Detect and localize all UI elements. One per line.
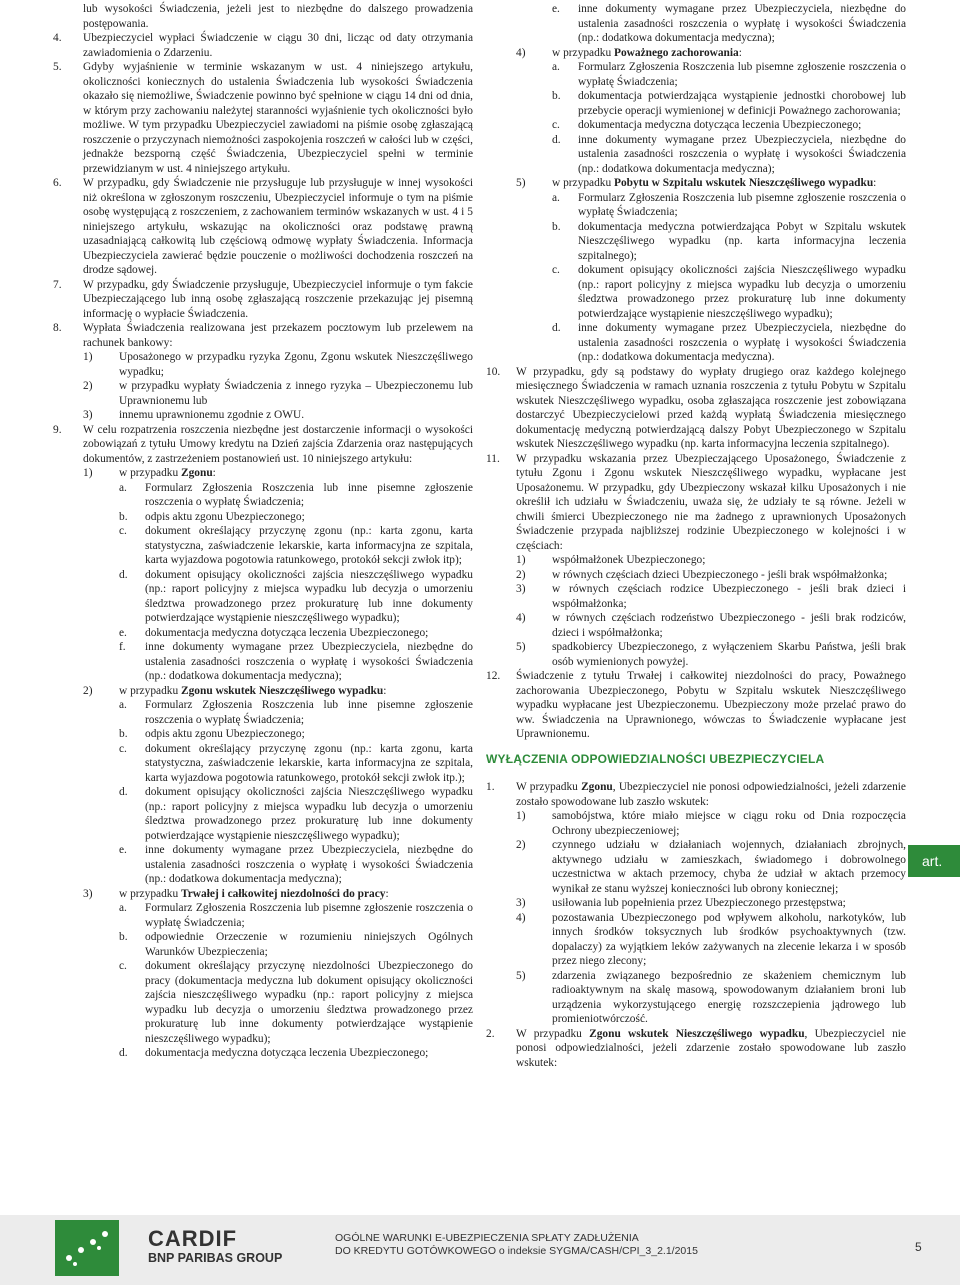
- paragraph-11: 11. W przypadku wskazania przez Ubezpieczającego Uposażonego, Świadczenie z tytułu Zgonu i Zgonu wskutek Nieszczęśliwego wypadku, wypłacane jest Uposażonemu. W przypadku, gdy Ubezpieczony wskazał kilku Uposażonych i nie określił ich udziału w Świadczeniu, uważa się, że udziały te są równe. Jeżeli w chwili śmierci Ubezpieczonego nie ma żadnego z uprawnionych Uposażonych Świadczenie przypada najbliższej rodzinie Ubezpieczonego w kolejności i w częściach:: [486, 452, 906, 552]
- list-item: d. dokument opisujący okoliczności zajścia nieszczęśliwego wypadku (np.: raport policyjny z miejsca wypadku lub decyzja o umorzeniu śledztwa prowadzonego przez prokuraturę lub inne dokumenty potwierdzające wystąpienie nieszczęśliwego wypadku);: [119, 568, 473, 624]
- list-item: 3) usiłowania lub popełnienia przez Ubezpieczonego przestępstwa;: [516, 897, 846, 909]
- brand-logo: [148, 1228, 282, 1266]
- list-item: a. Formularz Zgłoszenia Roszczenia lub pisemne zgłoszenie roszczenia o wypłatę Świadczenia;: [552, 191, 906, 218]
- list-item: 4) pozostawania Ubezpieczonego pod wpływem alkoholu, narkotyków, lub innych środków toksycznych lub środków psychoaktywnych (tzw. dopalaczy) za wyjątkiem leków zażywanych na zlecenie lekarza i w sposób przez niego zlecony;: [516, 911, 906, 967]
- article-tab: art. 13: [908, 845, 960, 877]
- list-item: 1) samobójstwa, które miało miejsce w ciągu roku od Dnia rozpoczęcia Ochrony ubezpieczeniowej;: [516, 810, 906, 837]
- list-item: 2) czynnego udziału w działaniach wojennych, działaniach zbrojnych, aktywnego udziału w zamieszkach, świadomego i dobrowolnego uczestnictwa w aktach przemocy, chyba że udział w aktach przemocy wynikał ze stanu wyższej konieczności lub obrony koniecznej;: [516, 839, 906, 895]
- list-item: d. inne dokumenty wymagane przez Ubezpieczyciela, niezbędne do ustalenia zasadności roszczenia o wypłatę i wysokości Świadczenia (np.: dodatkowa dokumentacja medyczna).: [552, 322, 906, 363]
- list-item: 1) Uposażonego w przypadku ryzyka Zgonu, Zgonu wskutek Nieszczęśliwego wypadku;: [83, 351, 473, 378]
- list-group-2: 2) w przypadku Zgonu wskutek Nieszczęśliwego wypadku:: [83, 684, 387, 697]
- list-item: 4) w równych częściach rodzeństwo Ubezpieczonego - jeśli brak rodziców, dzieci i współmałżonka;: [516, 612, 906, 639]
- list-item: e. inne dokumenty wymagane przez Ubezpieczyciela, niezbędne do ustalenia zasadności roszczenia o wypłatę i wysokości Świadczenia (np.: dodatkowa dokumentacja medyczna);: [119, 844, 473, 885]
- list-item: b. odpis aktu zgonu Ubezpieczonego;: [119, 728, 305, 740]
- list-item: 5) zdarzenia związanego bezpośrednio ze skażeniem chemicznym lub radioaktywnym na skalę masową, spowodowanym działaniem broni lub urządzenia wykorzystującego energię rozszczepienia jądrowego lub promieniotwórczość.: [516, 969, 906, 1025]
- list-item: b. dokumentacja potwierdzająca wystąpienie jednostki chorobowej lub przebycie operacji wymienionej w definicji Poważnego zachorowania;: [552, 90, 906, 117]
- list-item: d. inne dokumenty wymagane przez Ubezpieczyciela, niezbędne do ustalenia zasadności roszczenia o wypłatę i wysokości Świadczenia (np.: dodatkowa dokumentacja medyczna);: [552, 133, 906, 175]
- list-group-1: 1) w przypadku Zgonu:: [83, 467, 216, 479]
- exclusion-2: 2. W przypadku Zgonu wskutek Nieszczęśliwego wypadku, Ubezpieczyciel nie ponosi odpowiedzialności, jeżeli zdarzenie zostało spowodowane lub zaszło wskutek:: [486, 1027, 906, 1069]
- paragraph-9: 9. W celu rozpatrzenia roszczenia niezbędne jest dostarczenie informacji o wysokości zobowiązań z tytułu Umowy kredytu na Dzień zajścia Zdarzenia oraz następujących dokumentów, z zastrzeżeniem postanowień ust. 10 niniejszego artykułu:: [53, 423, 473, 465]
- paragraph-4: 4. Ubezpieczyciel wypłaci Świadczenie w ciągu 30 dni, licząc od daty otrzymania zawiadomienia o Zdarzeniu.: [53, 32, 473, 59]
- page-number: 5: [915, 1240, 922, 1254]
- list-item: c. dokument opisujący okoliczności zajścia Nieszczęśliwego wypadku (np.: raport policyjny z miejsca wypadku lub decyzja o umorzeniu śledztwa prowadzonego przez prokuraturę lub inne dokumenty potwierdzające wystąpienie nieszczęśliwego wypadku);: [552, 264, 906, 320]
- paragraph-8: 8. Wypłata Świadczenia realizowana jest przekazem pocztowym lub przelewem na rachunek bankowy:: [53, 322, 473, 349]
- list-item: e. inne dokumenty wymagane przez Ubezpieczyciela, niezbędne do ustalenia zasadności roszczenia o wypłatę i wysokości Świadczenia (np.: dodatkowa dokumentacja medyczna);: [552, 3, 906, 44]
- right-column: [486, 2, 906, 1070]
- paragraph-6: 6. W przypadku, gdy Świadczenie nie przysługuje lub przysługuje w innej wysokości niż określona w zgłoszonym roszczeniu, Ubezpieczyciel informuje o tym na piśmie osobę występującą z roszczeniem, z zachowaniem terminów wskazanych w ust. 4 i 5 niniejszego artykułu, wskazując na okoliczności oraz podstawę prawną uzasadniającą całkowitą lub częściową odmowę wypłaty Świadczenia. Informacja Ubezpieczyciela zawierać będzie pouczenie o możliwości dochodzenia roszczeń na drodze sądowej.: [53, 177, 473, 276]
- list-item: a. Formularz Zgłoszenia Roszczenia lub inne pisemne zgłoszenie roszczenia o wypłatę Świadczenia;: [119, 699, 473, 726]
- list-item: 1) współmałżonek Ubezpieczonego;: [516, 554, 706, 566]
- list-item: c. dokumentacja medyczna dotycząca leczenia Ubezpieczonego;: [552, 119, 862, 131]
- list-item: d. dokument opisujący okoliczności zajścia Nieszczęśliwego wypadku (np.: raport policyjny z miejsca wypadku lub decyzja o umorzeniu śledztwa prowadzonego przez prokuraturę lub inne dokumenty potwierdzające wystąpienie nieszczęśliwego wypadku);: [119, 786, 473, 842]
- list-item: 2) w przypadku wypłaty Świadczenia z innego ryzyka – Ubezpieczonemu lub Uprawnionemu lub: [83, 380, 473, 407]
- exclusion-1: 1. W przypadku Zgonu, Ubezpieczyciel nie ponosi odpowiedzialności, jeżeli zdarzenie zostało spowodowane lub zaszło wskutek:: [486, 781, 906, 808]
- brand-group: BNP PARIBAS GROUP: [148, 1251, 283, 1265]
- document-title: OGÓLNE WARUNKI E-UBEZPIECZENIA SPŁATY ZADŁUŻENIA DO KREDYTU GOTÓWKOWEGO o indeksie SYGMA/CASH/CPI_3_2.1/2015: [335, 1232, 698, 1257]
- left-column: [53, 2, 473, 1061]
- list-item: b. dokumentacja medyczna potwierdzająca Pobyt w Szpitalu wskutek Nieszczęśliwego wypadku (np. karta informacyjna leczenia szpitalnego);: [552, 220, 906, 262]
- list-item: e. dokumentacja medyczna dotycząca leczenia Ubezpieczonego;: [119, 626, 429, 639]
- brand-name: CARDIF: [148, 1226, 238, 1251]
- paragraph-10: 10. W przypadku, gdy są podstawy do wypłaty drugiego oraz każdego kolejnego miesięcznego Świadczenia w ramach uznania roszczenia z tytułu Pobytu w Szpitalu wskutek Nieszczęśliwego wypadku, osoba zgłaszająca roszczenie jest zobowiązana dostarczyć Ubezpieczycielowi przed każdą wypłatą Świadczenia miesięcznego dokumentację medyczną potwierdzającą dalszy Pobyt Ubezpieczonego w Szpitalu wskutek Nieszczęśliwego wypadku (np. karta informacyjna leczenia szpitalnego).: [486, 365, 906, 450]
- list-group-5: 5) w przypadku Pobytu w Szpitalu wskutek Nieszczęśliwego wypadku:: [516, 177, 877, 189]
- list-item: a. Formularz Zgłoszenia Roszczenia lub inne pisemne zgłoszenie roszczenia o wypłatę Świadczenia;: [119, 481, 473, 508]
- list-item: b. odpowiednie Orzeczenie w rozumieniu niniejszych Ogólnych Warunków Ubezpieczenia;: [119, 931, 473, 958]
- list-item: c. dokument określający przyczynę zgonu (np.: karta zgonu, karta statystyczna, zaświadczenie lekarskie, karta informacyjna ze szpitala, karta wyjazdowa pogotowia ratunkowego, protokół sekcji zwłok itp);: [119, 525, 473, 566]
- list-item: c. dokument określający przyczynę zgonu (np.: karta zgonu, karta statystyczna, zaświadczenie lekarskie, karta informacyjna ze szpitala, karta wyjazdowa pogotowia ratunkowego, protokół sekcji zwłok itp.);: [119, 742, 473, 784]
- list-item: c. dokument określający przyczynę niezdolności Ubezpieczonego do pracy (dokumentacja medyczna lub dokument opisujący okoliczności zajścia nieszczęśliwego wypadku (np.: raport policyjny z miejsca wypadku lub decyzja o umorzeniu śledztwa prowadzonego przez prokuraturę lub inne dokumenty potwierdzające wystąpienie nieszczęśliwego wypadku);: [119, 960, 473, 1045]
- list-item: a. Formularz Zgłoszenia Roszczenia lub pisemne zgłoszenie roszczenia o wypłatę Świadczenia;: [552, 61, 906, 88]
- list-item: 3) w równych częściach rodzice Ubezpieczonego - jeśli brak dzieci i współmałżonka;: [516, 583, 906, 610]
- paragraph-5: 5. Gdyby wyjaśnienie w terminie wskazanym w ust. 4 niniejszego artykułu, okoliczności koniecznych do ustalenia Świadczenia lub wysokości Świadczenia okazało się niemożliwe, Świadczenie powinno być spełnione w ciągu 14 dni od dnia, w którym przy zachowaniu należytej staranności wyjaśnienie tych okoliczności było możliwe. W tym przypadku Ubezpieczyciel zawiadomi na piśmie osobę zgłaszającą roszczenie o przyczynach niemożności zaspokojenia roszczeń w całości lub w części, jednakże bezsporną część Świadczenia, Ubezpieczyciel spełni w terminie przewidzianym w ust. 4 niniejszego artykułu.: [53, 61, 473, 175]
- paragraph-intro: lub wysokości Świadczenia, jeżeli jest to niezbędne do dalszego prowadzenia postępowania.: [83, 3, 473, 30]
- list-item: f. inne dokumenty wymagane przez Ubezpieczyciela, niezbędne do ustalenia zasadności roszczenia o wypłatę i wysokości Świadczenia (np.: dodatkowa dokumentacja medyczna);: [119, 641, 473, 682]
- section-heading: WYŁĄCZENIA ODPOWIEDZIALNOŚCI UBEZPIECZYCIELA: [486, 751, 825, 766]
- list-item: 5) spadkobiercy Ubezpieczonego, z wyłączeniem Skarbu Państwa, jeśli brak osób wymienionych powyżej.: [516, 641, 906, 668]
- paragraph-12: 12. Świadczenie z tytułu Trwałej i całkowitej niezdolności do pracy, Poważnego zachorowania Ubezpieczonego, Pobytu w Szpitalu wskutek Nieszczęśliwego wypadku wypłacane jest Ubezpieczonemu. Ubezpieczony może przelać prawo do ww. Świadczenia na Uprawnionego, wówczas to Świadczenie wypłacane jest Uprawnionemu.: [486, 670, 906, 740]
- list-item: b. odpis aktu zgonu Ubezpieczonego;: [119, 510, 305, 523]
- list-group-3: 3) w przypadku Trwałej i całkowitej niezdolności do pracy:: [83, 887, 389, 900]
- list-item: a. Formularz Zgłoszenia Roszczenia lub pisemne zgłoszenie roszczenia o wypłatę Świadczenia;: [119, 902, 473, 929]
- list-group-4: 4) w przypadku Poważnego zachorowania:: [516, 46, 742, 59]
- list-item: 2) w równych częściach dzieci Ubezpieczonego - jeśli brak współmałżonka;: [516, 568, 888, 581]
- list-item: 3) innemu uprawnionemu zgodnie z OWU.: [83, 409, 305, 421]
- list-item: d. dokumentacja medyczna dotycząca leczenia Ubezpieczonego;: [119, 1047, 429, 1059]
- paragraph-7: 7. W przypadku, gdy Świadczenie przysługuje, Ubezpieczyciel informuje o tym fakcie Ubezpieczającego lub inną osobę zgłaszającą roszczenie przekazując jej pisemną informację o wypłacie Świadczenia.: [53, 278, 473, 320]
- cardif-logo-icon: [55, 1220, 119, 1276]
